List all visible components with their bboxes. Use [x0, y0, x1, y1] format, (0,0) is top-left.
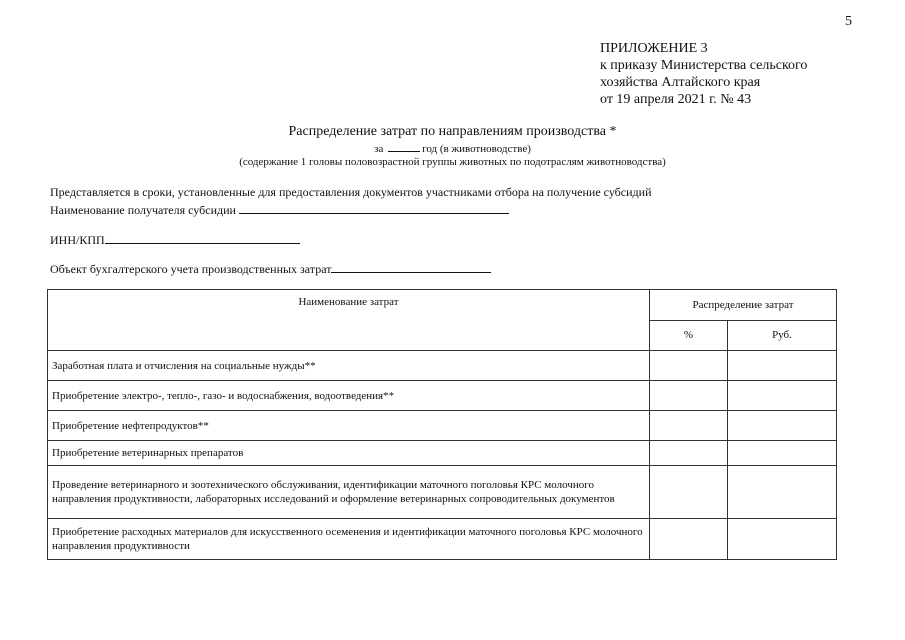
- year-suffix: год (в животноводстве): [422, 143, 531, 155]
- year-prefix: за: [374, 143, 384, 155]
- cost-item-name: Приобретение электро-, тепло-, газо- и водоснабжения, водоотведения**: [48, 381, 650, 411]
- cost-item-name: Приобретение нефтепродуктов**: [48, 411, 650, 441]
- accounting-field[interactable]: [331, 260, 491, 273]
- recipient-field[interactable]: [239, 201, 509, 214]
- appendix-block: [600, 40, 807, 108]
- appendix-line-1: ПРИЛОЖЕНИЕ 3: [600, 41, 708, 56]
- accounting-row: [50, 260, 491, 277]
- header-rub: Руб.: [728, 320, 837, 351]
- table-row: [48, 441, 837, 466]
- rub-cell[interactable]: [728, 441, 837, 466]
- percent-cell[interactable]: [650, 351, 728, 381]
- appendix-line-4: от 19 апреля 2021 г. № 43: [600, 92, 752, 107]
- rub-cell[interactable]: [728, 519, 837, 560]
- year-blank-field[interactable]: [388, 141, 420, 152]
- header-distribution: Распределение затрат: [650, 290, 837, 321]
- cost-distribution-table: [47, 289, 837, 560]
- cost-item-name: Приобретение расходных материалов для искусственного осеменения и идентификации маточного поголовья КРС молочного направления продуктивности: [48, 519, 650, 560]
- percent-cell[interactable]: [650, 441, 728, 466]
- table-row: [48, 466, 837, 519]
- appendix-line-2: к приказу Министерства сельского: [600, 58, 808, 73]
- inn-label: ИНН/КПП: [50, 233, 105, 247]
- table-row: [48, 351, 837, 381]
- percent-cell[interactable]: [650, 519, 728, 560]
- page-number: 5: [845, 14, 852, 29]
- rub-cell[interactable]: [728, 411, 837, 441]
- rub-cell[interactable]: [728, 466, 837, 519]
- table-row: [48, 381, 837, 411]
- header-percent: %: [650, 320, 728, 351]
- percent-cell[interactable]: [650, 466, 728, 519]
- percent-cell[interactable]: [650, 411, 728, 441]
- table-header-row: [48, 290, 837, 321]
- percent-cell[interactable]: [650, 381, 728, 411]
- inn-row: [50, 231, 300, 248]
- header-cost-name: Наименование затрат: [48, 290, 650, 351]
- year-line: [0, 141, 905, 155]
- document-title: Распределение затрат по направлениям производства *: [288, 124, 617, 139]
- rub-cell[interactable]: [728, 381, 837, 411]
- recipient-row: [50, 201, 509, 218]
- cost-item-name: Заработная плата и отчисления на социальные нужды**: [48, 351, 650, 381]
- appendix-line-3: хозяйства Алтайского края: [600, 75, 761, 90]
- cost-item-name: Проведение ветеринарного и зоотехнического обслуживания, идентификации маточного поголовья КРС молочного направления продуктивности, лабораторных исследований и оформление ветеринарных сопроводительных документов: [48, 466, 650, 519]
- accounting-label: Объект бухгалтерского учета производственных затрат: [50, 262, 332, 276]
- rub-cell[interactable]: [728, 351, 837, 381]
- table-row: [48, 411, 837, 441]
- cost-item-name: Приобретение ветеринарных препаратов: [48, 441, 650, 466]
- table-row: [48, 519, 837, 560]
- submission-note: Представляется в сроки, установленные для предоставления документов участниками отбора на получение субсидий: [50, 185, 652, 199]
- subtitle-note: (содержание 1 головы половозрастной группы животных по подотраслям животноводства): [239, 156, 666, 168]
- inn-field[interactable]: [105, 231, 300, 244]
- recipient-label: Наименование получателя субсидии: [50, 203, 236, 217]
